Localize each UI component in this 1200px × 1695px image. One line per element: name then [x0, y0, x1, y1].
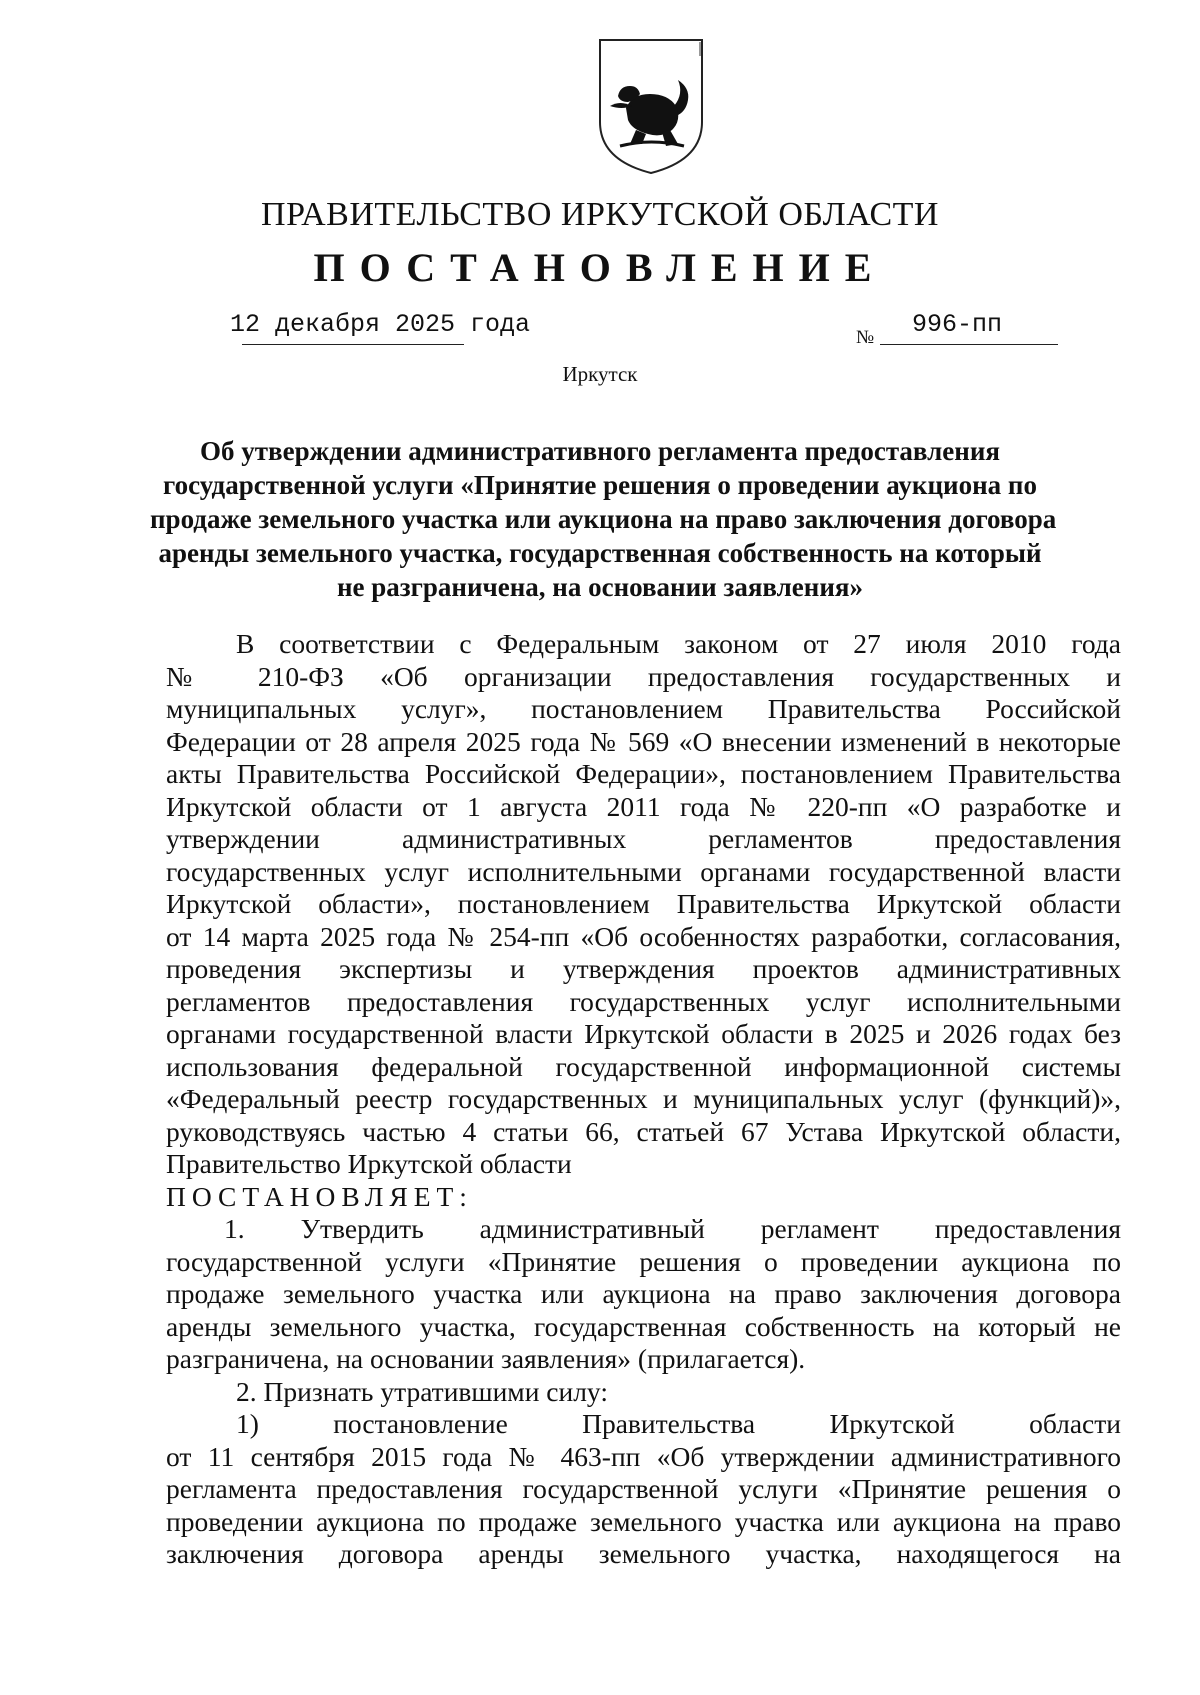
text-line: органами государственной власти Иркутской области в 2025 и 2026 годах без	[166, 1018, 1121, 1049]
document-number: 996-пп	[912, 310, 1003, 339]
text-line: муниципальных услуг», постановлением Правительства Российской	[166, 693, 1121, 724]
item-2-heading: 2. Признать утратившими силу:	[236, 1375, 608, 1407]
text-line: Иркутской области от 1 августа 2011 года № 220-пп «О разработке и	[166, 790, 1121, 822]
title-line: не разграничена, на основании заявления»	[336, 572, 864, 602]
item-2-1-paragraph	[166, 1408, 1121, 1571]
text-line: от 14 марта 2025 года № 254-пп «Об особенностях разработки, согласования,	[166, 920, 1121, 952]
document-type: ПОСТАНОВЛЕНИЕ	[313, 245, 887, 290]
text-line: разграничена, на основании заявления» (прилагается).	[166, 1343, 806, 1374]
decree-word: ПОСТАНОВЛЯЕТ:	[166, 1180, 473, 1212]
document-date: 12 декабря 2025 года	[230, 310, 531, 339]
text-line: аренды земельного участка, государственная собственность на который не	[166, 1310, 1121, 1342]
number-sign: №	[856, 327, 875, 348]
document-body	[166, 628, 1121, 1571]
text-line: регламента предоставления государственной услуги «Принятие решения о	[166, 1473, 1121, 1504]
text-line: В соответствии с Федеральным законом от 27 июля 2010 года	[236, 628, 1121, 659]
organization-name: ПРАВИТЕЛЬСТВО ИРКУТСКОЙ ОБЛАСТИ	[261, 196, 939, 233]
text-line: «Федеральный реестр государственных и муниципальных услуг (функций)»,	[166, 1083, 1121, 1114]
document-city: Иркутск	[562, 362, 638, 386]
coat-of-arms-icon	[596, 36, 706, 176]
text-line: государственных услуг исполнительными органами государственной власти	[166, 855, 1121, 887]
document-title	[150, 434, 1057, 604]
text-line: 1. Утвердить административный регламент предоставления	[224, 1213, 1121, 1244]
text-line: утверждении административных регламентов предоставления	[166, 823, 1121, 854]
text-line: акты Правительства Российской Федерации», постановлением Правительства	[166, 758, 1121, 789]
text-line: проведении аукциона по продаже земельного участка или аукциона на право	[166, 1505, 1121, 1537]
text-line: руководствуясь частью 4 статьи 66, статьей 67 Устава Иркутской области,	[166, 1115, 1121, 1147]
text-line: 1) постановление Правительства Иркутской области	[236, 1408, 1121, 1439]
title-line: государственной услуги «Принятие решения о проведении аукциона по	[163, 470, 1037, 500]
item-1-paragraph	[166, 1213, 1121, 1376]
preamble-paragraph	[166, 628, 1121, 1181]
text-line: продаже земельного участка или аукциона на право заключения договора	[166, 1278, 1121, 1309]
text-line: регламентов предоставления государственных услуг исполнительными	[166, 985, 1121, 1017]
text-line: Федерации от 28 апреля 2025 года № 569 «О внесении изменений в некоторые	[166, 725, 1121, 757]
text-line: проведения экспертизы и утверждения проектов административных	[166, 953, 1121, 984]
text-line: Правительство Иркутской области	[166, 1148, 572, 1179]
text-line: государственной услуги «Принятие решения о проведении аукциона по	[166, 1245, 1121, 1277]
text-line: Иркутской области», постановлением Правительства Иркутской области	[166, 888, 1121, 919]
title-line: Об утверждении административного регламента предоставления	[200, 436, 1000, 466]
text-line: заключения договора аренды земельного участка, находящегося на	[166, 1538, 1121, 1569]
text-line: от 11 сентября 2015 года № 463-пп «Об утверждении административного	[166, 1440, 1121, 1472]
date-underline	[242, 344, 464, 345]
text-line: использования федеральной государственной информационной системы	[166, 1050, 1121, 1082]
title-line: аренды земельного участка, государственная собственность на который	[158, 538, 1042, 568]
text-line: № 210-ФЗ «Об организации предоставления государственных и	[166, 660, 1121, 692]
title-line: продаже земельного участка или аукциона на право заключения договора	[150, 504, 1057, 534]
number-underline	[880, 344, 1058, 345]
